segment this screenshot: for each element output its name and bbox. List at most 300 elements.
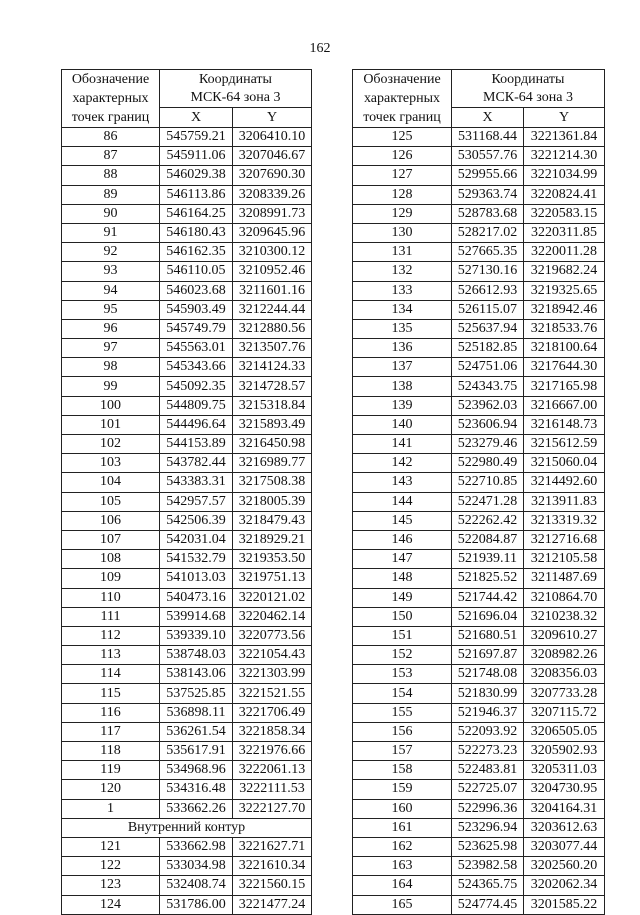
- x-coordinate-cell: 522483.81: [452, 761, 524, 780]
- y-coordinate-cell: 3210238.32: [524, 607, 605, 626]
- y-coordinate-cell: 3221976.66: [233, 742, 312, 761]
- table-row: [62, 339, 312, 358]
- y-coordinate-cell: 3221214.30: [524, 147, 605, 166]
- point-id-cell: 133: [353, 281, 452, 300]
- point-id-cell: 125: [353, 128, 452, 147]
- y-coordinate-cell: 3209645.96: [233, 223, 312, 242]
- point-id-cell: 92: [62, 243, 160, 262]
- table-row: [62, 646, 312, 665]
- y-coordinate-cell: 3220583.15: [524, 204, 605, 223]
- y-coordinate-cell: 3216148.73: [524, 415, 605, 434]
- x-coordinate-cell: 521697.87: [452, 646, 524, 665]
- point-id-cell: 137: [353, 358, 452, 377]
- y-coordinate-cell: 3221303.99: [233, 665, 312, 684]
- point-id-cell: 109: [62, 569, 160, 588]
- point-id-cell: 101: [62, 415, 160, 434]
- x-coordinate-cell: 523296.94: [452, 818, 524, 837]
- table-row: [353, 722, 605, 741]
- point-id-cell: 114: [62, 665, 160, 684]
- y-coordinate-cell: 3217508.38: [233, 473, 312, 492]
- y-coordinate-cell: 3221610.34: [233, 857, 312, 876]
- point-id-cell: 86: [62, 128, 160, 147]
- point-id-cell: 106: [62, 511, 160, 530]
- x-coordinate-cell: 546162.35: [160, 243, 233, 262]
- x-coordinate-cell: 545563.01: [160, 339, 233, 358]
- table-row: [62, 415, 312, 434]
- y-coordinate-cell: 3207046.67: [233, 147, 312, 166]
- y-coordinate-cell: 3201585.22: [524, 895, 605, 914]
- y-coordinate-cell: 3214124.33: [233, 358, 312, 377]
- y-coordinate-cell: 3218533.76: [524, 319, 605, 338]
- x-coordinate-cell: 546023.68: [160, 281, 233, 300]
- table-row: [62, 243, 312, 262]
- y-coordinate-cell: 3220824.41: [524, 185, 605, 204]
- table-row: [353, 473, 605, 492]
- x-coordinate-cell: 542031.04: [160, 530, 233, 549]
- x-coordinate-cell: 544496.64: [160, 415, 233, 434]
- designation-header-line2: характерных: [363, 91, 441, 106]
- point-id-cell: 135: [353, 319, 452, 338]
- x-coordinate-cell: 545749.79: [160, 319, 233, 338]
- point-id-cell: 155: [353, 703, 452, 722]
- point-id-cell: 147: [353, 550, 452, 569]
- y-coordinate-cell: 3206410.10: [233, 128, 312, 147]
- x-coordinate-cell: 543383.31: [160, 473, 233, 492]
- x-coordinate-cell: 536898.11: [160, 703, 233, 722]
- table-row: [62, 703, 312, 722]
- table-row: [353, 569, 605, 588]
- point-id-cell: 96: [62, 319, 160, 338]
- column-y-header: Y: [233, 108, 312, 128]
- y-coordinate-cell: 3219682.24: [524, 262, 605, 281]
- table-row: [62, 761, 312, 780]
- table-row: [62, 742, 312, 761]
- point-id-cell: 145: [353, 511, 452, 530]
- y-coordinate-cell: 3222127.70: [233, 799, 312, 818]
- y-coordinate-cell: 3219751.13: [233, 569, 312, 588]
- point-id-cell: 153: [353, 665, 452, 684]
- point-id-cell: 88: [62, 166, 160, 185]
- y-coordinate-cell: 3205311.03: [524, 761, 605, 780]
- table-row: [353, 185, 605, 204]
- table-row: [353, 818, 605, 837]
- x-coordinate-cell: 524343.75: [452, 377, 524, 396]
- x-coordinate-cell: 544153.89: [160, 435, 233, 454]
- column-x-header: X: [452, 108, 524, 128]
- table-row: [353, 607, 605, 626]
- point-id-cell: 148: [353, 569, 452, 588]
- table-row: [62, 665, 312, 684]
- y-coordinate-cell: 3207733.28: [524, 684, 605, 703]
- y-coordinate-cell: 3211487.69: [524, 569, 605, 588]
- y-coordinate-cell: 3206505.05: [524, 722, 605, 741]
- point-id-cell: 160: [353, 799, 452, 818]
- point-id-cell: 116: [62, 703, 160, 722]
- point-id-cell: 121: [62, 837, 160, 856]
- x-coordinate-cell: 546180.43: [160, 223, 233, 242]
- point-id-cell: 97: [62, 339, 160, 358]
- y-coordinate-cell: 3218005.39: [233, 492, 312, 511]
- point-id-cell: 112: [62, 626, 160, 645]
- point-id-cell: 139: [353, 396, 452, 415]
- point-id-cell: 93: [62, 262, 160, 281]
- table-row: [353, 281, 605, 300]
- table-row: [62, 530, 312, 549]
- x-coordinate-cell: 545759.21: [160, 128, 233, 147]
- y-coordinate-cell: 3212880.56: [233, 319, 312, 338]
- table-row: [353, 166, 605, 185]
- page-number: 162: [309, 41, 331, 56]
- x-coordinate-cell: 522710.85: [452, 473, 524, 492]
- table-row: [353, 128, 605, 147]
- y-coordinate-cell: 3216450.98: [233, 435, 312, 454]
- x-coordinate-cell: 533662.98: [160, 837, 233, 856]
- x-coordinate-cell: 522996.36: [452, 799, 524, 818]
- table-row: [353, 761, 605, 780]
- y-coordinate-cell: 3216989.77: [233, 454, 312, 473]
- table-row: [62, 454, 312, 473]
- table-row: [353, 742, 605, 761]
- table-row: [62, 722, 312, 741]
- x-coordinate-cell: 523962.03: [452, 396, 524, 415]
- x-coordinate-cell: 535617.91: [160, 742, 233, 761]
- table-row: [353, 511, 605, 530]
- x-coordinate-cell: 527665.35: [452, 243, 524, 262]
- y-coordinate-cell: 3221477.24: [233, 895, 312, 914]
- table-row: [353, 626, 605, 645]
- y-coordinate-cell: 3219353.50: [233, 550, 312, 569]
- x-coordinate-cell: 522471.28: [452, 492, 524, 511]
- point-id-cell: 154: [353, 684, 452, 703]
- y-coordinate-cell: 3221034.99: [524, 166, 605, 185]
- x-coordinate-cell: 536261.54: [160, 722, 233, 741]
- point-id-cell: 113: [62, 646, 160, 665]
- table-row: [62, 166, 312, 185]
- point-id-cell: 144: [353, 492, 452, 511]
- point-id-cell: 165: [353, 895, 452, 914]
- table-row: [62, 684, 312, 703]
- x-coordinate-cell: 530557.76: [452, 147, 524, 166]
- point-id-cell: 131: [353, 243, 452, 262]
- x-coordinate-cell: 524751.06: [452, 358, 524, 377]
- x-coordinate-cell: 526612.93: [452, 281, 524, 300]
- point-id-cell: 87: [62, 147, 160, 166]
- inner-contour-row: [62, 818, 312, 837]
- y-coordinate-cell: 3215060.04: [524, 454, 605, 473]
- table-row: [353, 319, 605, 338]
- x-coordinate-cell: 522093.92: [452, 722, 524, 741]
- coordinates-header: Координаты: [160, 70, 312, 89]
- y-coordinate-cell: 3220011.28: [524, 243, 605, 262]
- table-row: [62, 799, 312, 818]
- table-row: [62, 569, 312, 588]
- x-coordinate-cell: 545092.35: [160, 377, 233, 396]
- table-row: [62, 857, 312, 876]
- point-id-cell: 126: [353, 147, 452, 166]
- x-coordinate-cell: 521744.42: [452, 588, 524, 607]
- x-coordinate-cell: 541532.79: [160, 550, 233, 569]
- table-row: [62, 511, 312, 530]
- x-coordinate-cell: 541013.03: [160, 569, 233, 588]
- y-coordinate-cell: 3213507.76: [233, 339, 312, 358]
- x-coordinate-cell: 528217.02: [452, 223, 524, 242]
- y-coordinate-cell: 3221054.43: [233, 646, 312, 665]
- x-coordinate-cell: 542957.57: [160, 492, 233, 511]
- point-id-cell: 164: [353, 876, 452, 895]
- table-row: [353, 454, 605, 473]
- point-id-cell: 134: [353, 300, 452, 319]
- table-row: [353, 396, 605, 415]
- x-coordinate-cell: 529363.74: [452, 185, 524, 204]
- point-id-cell: 158: [353, 761, 452, 780]
- table-row: [353, 684, 605, 703]
- table-row: [62, 377, 312, 396]
- coordinates-system-header: МСК-64 зона 3: [452, 89, 605, 108]
- y-coordinate-cell: 3213319.32: [524, 511, 605, 530]
- table-row: [353, 530, 605, 549]
- x-coordinate-cell: 529955.66: [452, 166, 524, 185]
- coordinates-table-right: [352, 69, 605, 915]
- x-coordinate-cell: 523625.98: [452, 837, 524, 856]
- designation-header-line3: точек границ: [363, 110, 441, 125]
- table-row: [353, 415, 605, 434]
- y-coordinate-cell: 3221706.49: [233, 703, 312, 722]
- point-id-cell: 117: [62, 722, 160, 741]
- x-coordinate-cell: 526115.07: [452, 300, 524, 319]
- point-id-cell: 95: [62, 300, 160, 319]
- point-id-cell: 107: [62, 530, 160, 549]
- x-coordinate-cell: 521946.37: [452, 703, 524, 722]
- table-row: [353, 358, 605, 377]
- y-coordinate-cell: 3211601.16: [233, 281, 312, 300]
- x-coordinate-cell: 545343.66: [160, 358, 233, 377]
- x-coordinate-cell: 546113.86: [160, 185, 233, 204]
- y-coordinate-cell: 3218942.46: [524, 300, 605, 319]
- table-row: [62, 358, 312, 377]
- x-coordinate-cell: 521696.04: [452, 607, 524, 626]
- y-coordinate-cell: 3208991.73: [233, 204, 312, 223]
- table-row: [353, 204, 605, 223]
- y-coordinate-cell: 3222111.53: [233, 780, 312, 799]
- x-coordinate-cell: 521939.11: [452, 550, 524, 569]
- y-coordinate-cell: 3217644.30: [524, 358, 605, 377]
- point-id-cell: 162: [353, 837, 452, 856]
- point-id-cell: 142: [353, 454, 452, 473]
- y-coordinate-cell: 3220773.56: [233, 626, 312, 645]
- designation-header: [353, 70, 452, 128]
- point-id-cell: 124: [62, 895, 160, 914]
- point-id-cell: 146: [353, 530, 452, 549]
- y-coordinate-cell: 3214492.60: [524, 473, 605, 492]
- point-id-cell: 159: [353, 780, 452, 799]
- y-coordinate-cell: 3203077.44: [524, 837, 605, 856]
- designation-header-line3: точек границ: [71, 110, 150, 125]
- x-coordinate-cell: 522980.49: [452, 454, 524, 473]
- table-row: [62, 588, 312, 607]
- table-row: [62, 128, 312, 147]
- y-coordinate-cell: 3208339.26: [233, 185, 312, 204]
- table-row: [353, 703, 605, 722]
- coordinates-header: Координаты: [452, 70, 605, 89]
- table-row: [62, 473, 312, 492]
- y-coordinate-cell: 3220311.85: [524, 223, 605, 242]
- table-row: [353, 799, 605, 818]
- table-row: [353, 550, 605, 569]
- y-coordinate-cell: 3221521.55: [233, 684, 312, 703]
- point-id-cell: 104: [62, 473, 160, 492]
- table-row: [353, 147, 605, 166]
- x-coordinate-cell: 544809.75: [160, 396, 233, 415]
- x-coordinate-cell: 522273.23: [452, 742, 524, 761]
- point-id-cell: 140: [353, 415, 452, 434]
- x-coordinate-cell: 521825.52: [452, 569, 524, 588]
- table-row: [62, 281, 312, 300]
- table-row: [353, 837, 605, 856]
- table-row: [353, 262, 605, 281]
- table-row: [62, 626, 312, 645]
- y-coordinate-cell: 3216667.00: [524, 396, 605, 415]
- x-coordinate-cell: 525637.94: [452, 319, 524, 338]
- y-coordinate-cell: 3220462.14: [233, 607, 312, 626]
- point-id-cell: 141: [353, 435, 452, 454]
- point-id-cell: 138: [353, 377, 452, 396]
- y-coordinate-cell: 3221361.84: [524, 128, 605, 147]
- designation-header-line1: Обозначение: [363, 72, 441, 87]
- y-coordinate-cell: 3205902.93: [524, 742, 605, 761]
- x-coordinate-cell: 545903.49: [160, 300, 233, 319]
- designation-header-line2: характерных: [72, 91, 149, 106]
- table-row: [353, 377, 605, 396]
- table-row: [62, 319, 312, 338]
- x-coordinate-cell: 522725.07: [452, 780, 524, 799]
- y-coordinate-cell: 3207115.72: [524, 703, 605, 722]
- point-id-cell: 115: [62, 684, 160, 703]
- y-coordinate-cell: 3221858.34: [233, 722, 312, 741]
- table-row: [353, 300, 605, 319]
- point-id-cell: 1: [62, 799, 160, 818]
- inner-contour-label: Внутренний контур: [62, 818, 312, 837]
- x-coordinate-cell: 534316.48: [160, 780, 233, 799]
- point-id-cell: 94: [62, 281, 160, 300]
- y-coordinate-cell: 3218929.21: [233, 530, 312, 549]
- point-id-cell: 103: [62, 454, 160, 473]
- table-row: [353, 665, 605, 684]
- x-coordinate-cell: 531786.00: [160, 895, 233, 914]
- point-id-cell: 119: [62, 761, 160, 780]
- y-coordinate-cell: 3220121.02: [233, 588, 312, 607]
- y-coordinate-cell: 3221560.15: [233, 876, 312, 895]
- x-coordinate-cell: 543782.44: [160, 454, 233, 473]
- point-id-cell: 152: [353, 646, 452, 665]
- x-coordinate-cell: 539914.68: [160, 607, 233, 626]
- point-id-cell: 143: [353, 473, 452, 492]
- point-id-cell: 108: [62, 550, 160, 569]
- table-row: [353, 857, 605, 876]
- y-coordinate-cell: 3208356.03: [524, 665, 605, 684]
- designation-header-line1: Обозначение: [71, 72, 150, 87]
- x-coordinate-cell: 538143.06: [160, 665, 233, 684]
- x-coordinate-cell: 538748.03: [160, 646, 233, 665]
- table-row: [62, 492, 312, 511]
- y-coordinate-cell: 3210864.70: [524, 588, 605, 607]
- table-row: [62, 223, 312, 242]
- point-id-cell: 150: [353, 607, 452, 626]
- x-coordinate-cell: 522084.87: [452, 530, 524, 549]
- y-coordinate-cell: 3222061.13: [233, 761, 312, 780]
- x-coordinate-cell: 546164.25: [160, 204, 233, 223]
- x-coordinate-cell: 525182.85: [452, 339, 524, 358]
- y-coordinate-cell: 3218100.64: [524, 339, 605, 358]
- y-coordinate-cell: 3208982.26: [524, 646, 605, 665]
- point-id-cell: 122: [62, 857, 160, 876]
- point-id-cell: 111: [62, 607, 160, 626]
- table-row: [353, 435, 605, 454]
- y-coordinate-cell: 3202062.34: [524, 876, 605, 895]
- table-row: [62, 262, 312, 281]
- point-id-cell: 91: [62, 223, 160, 242]
- x-coordinate-cell: 523982.58: [452, 857, 524, 876]
- column-y-header: Y: [524, 108, 605, 128]
- x-coordinate-cell: 523279.46: [452, 435, 524, 454]
- y-coordinate-cell: 3209610.27: [524, 626, 605, 645]
- x-coordinate-cell: 521830.99: [452, 684, 524, 703]
- point-id-cell: 151: [353, 626, 452, 645]
- x-coordinate-cell: 523606.94: [452, 415, 524, 434]
- table-row: [62, 300, 312, 319]
- x-coordinate-cell: 533034.98: [160, 857, 233, 876]
- table-row: [62, 876, 312, 895]
- column-x-header: X: [160, 108, 233, 128]
- point-id-cell: 89: [62, 185, 160, 204]
- point-id-cell: 118: [62, 742, 160, 761]
- table-row: [353, 223, 605, 242]
- y-coordinate-cell: 3212105.58: [524, 550, 605, 569]
- table-row: [62, 780, 312, 799]
- y-coordinate-cell: 3204164.31: [524, 799, 605, 818]
- x-coordinate-cell: 540473.16: [160, 588, 233, 607]
- designation-header: [62, 70, 160, 128]
- y-coordinate-cell: 3202560.20: [524, 857, 605, 876]
- x-coordinate-cell: 528783.68: [452, 204, 524, 223]
- y-coordinate-cell: 3221627.71: [233, 837, 312, 856]
- y-coordinate-cell: 3218479.43: [233, 511, 312, 530]
- coordinates-system-header: МСК-64 зона 3: [160, 89, 312, 108]
- y-coordinate-cell: 3212716.68: [524, 530, 605, 549]
- table-row: [353, 780, 605, 799]
- y-coordinate-cell: 3207690.30: [233, 166, 312, 185]
- x-coordinate-cell: 521748.08: [452, 665, 524, 684]
- y-coordinate-cell: 3213911.83: [524, 492, 605, 511]
- table-row: [62, 550, 312, 569]
- table-row: [353, 588, 605, 607]
- x-coordinate-cell: 524774.45: [452, 895, 524, 914]
- x-coordinate-cell: 524365.75: [452, 876, 524, 895]
- table-row: [62, 147, 312, 166]
- y-coordinate-cell: 3212244.44: [233, 300, 312, 319]
- table-row: [353, 492, 605, 511]
- point-id-cell: 100: [62, 396, 160, 415]
- point-id-cell: 136: [353, 339, 452, 358]
- y-coordinate-cell: 3210952.46: [233, 262, 312, 281]
- x-coordinate-cell: 534968.96: [160, 761, 233, 780]
- x-coordinate-cell: 532408.74: [160, 876, 233, 895]
- x-coordinate-cell: 533662.26: [160, 799, 233, 818]
- point-id-cell: 156: [353, 722, 452, 741]
- point-id-cell: 149: [353, 588, 452, 607]
- point-id-cell: 99: [62, 377, 160, 396]
- x-coordinate-cell: 521680.51: [452, 626, 524, 645]
- x-coordinate-cell: 537525.85: [160, 684, 233, 703]
